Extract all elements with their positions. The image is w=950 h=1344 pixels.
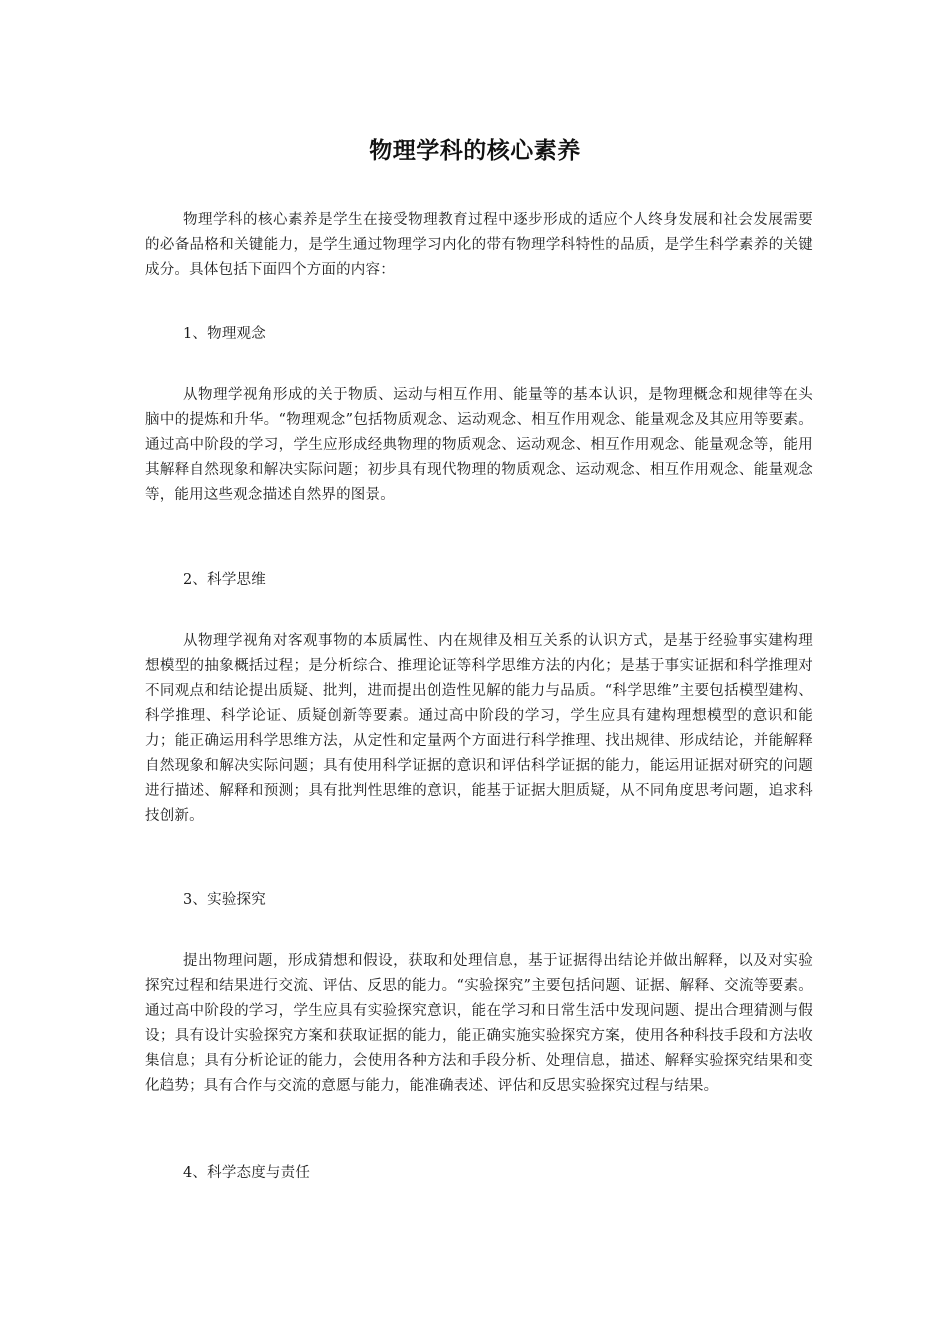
section-heading-scientific-thinking: 2、科学思维 <box>183 572 266 588</box>
section-heading-physics-concepts: 1、物理观念 <box>183 326 266 342</box>
section-heading-experimental-inquiry: 3、实验探究 <box>183 892 266 908</box>
document-title: 物理学科的核心素养 <box>369 138 581 164</box>
section-body-physics-concepts: 从物理学视角形成的关于物质、运动与相互作用、能量等的基本认识，是物理概念和规律等在头脑中的提炼和升华。“物理观念”包括物质观念、运动观念、相互作用观念、能量观念及其应用等要素。通过高中阶段的学习，学生应形成经典物理的物质观念、运动观念、相互作用观念、能量观念等，能用其解释自然现象和解决实际问题；初步具有现代物理的物质观念、运动观念、相互作用观念、能量观念等，能用这些观念描述自然界的图景。 <box>145 387 813 503</box>
section-heading-scientific-attitude: 4、科学态度与责任 <box>183 1165 311 1181</box>
intro-paragraph: 物理学科的核心素养是学生在接受物理教育过程中逐步形成的适应个人终身发展和社会发展需要的必备品格和关键能力，是学生通过物理学习内化的带有物理学科特性的品质，是学生科学素养的关键成分。具体包括下面四个方面的内容： <box>145 212 813 278</box>
section-body-scientific-thinking: 从物理学视角对客观事物的本质属性、内在规律及相互关系的认识方式，是基于经验事实建构理想模型的抽象概括过程；是分析综合、推理论证等科学思维方法的内化；是基于事实证据和科学推理对不同观点和结论提出质疑、批判，进而提出创造性见解的能力与品质。“科学思维”主要包括模型建构、科学推理、科学论证、质疑创新等要素。通过高中阶段的学习，学生应具有建构理想模型的意识和能力；能正确运用科学思维方法，从定性和定量两个方面进行科学推理、找出规律、形成结论，并能解释自然现象和解决实际问题；具有使用科学证据的意识和评估科学证据的能力，能运用证据对研究的问题进行描述、解释和预测；具有批判性思维的意识，能基于证据大胆质疑，从不同角度思考问题，追求科技创新。 <box>145 633 813 824</box>
section-body-experimental-inquiry: 提出物理问题，形成猜想和假设，获取和处理信息，基于证据得出结论并做出解释，以及对实验探究过程和结果进行交流、评估、反思的能力。“实验探究”主要包括问题、证据、解释、交流等要素。通过高中阶段的学习，学生应具有实验探究意识，能在学习和日常生活中发现问题、提出合理猜测与假设；具有设计实验探究方案和获取证据的能力，能正确实施实验探究方案，使用各种科技手段和方法收集信息；具有分析论证的能力，会使用各种方法和手段分析、处理信息，描述、解释实验探究结果和变化趋势；具有合作与交流的意愿与能力，能准确表述、评估和反思实验探究过程与结果。 <box>145 953 813 1094</box>
